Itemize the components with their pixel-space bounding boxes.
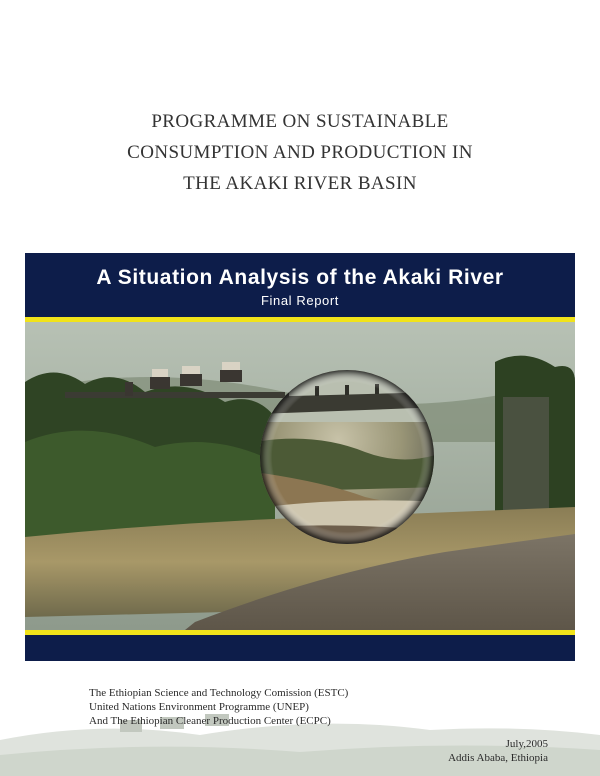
publication-info [448, 737, 548, 765]
report-title-banner [25, 253, 575, 317]
programme-title [0, 106, 600, 199]
report-subtitle: Final Report [260, 293, 339, 308]
programme-title-line-2: CONSUMPTION AND PRODUCTION IN [127, 142, 473, 163]
organizations-list [89, 686, 348, 728]
cover-photo-river [25, 322, 575, 630]
organization-unep: United Nations Environment Programme (UNEP) [89, 701, 309, 713]
report-title: A Situation Analysis of the Akaki River [96, 266, 504, 289]
programme-title-line-3: THE AKAKI RIVER BASIN [183, 173, 417, 194]
publication-place: Addis Ababa, Ethiopia [448, 752, 548, 764]
organization-ecpc: And The Ethiopian Cleaner Production Center (ECPC) [89, 715, 331, 727]
river-scene-illustration [25, 322, 575, 630]
organization-estc: The Ethiopian Science and Technology Comission (ESTC) [89, 687, 349, 699]
navy-footer-band [25, 635, 575, 661]
publication-date: July,2005 [505, 738, 548, 750]
programme-title-line-1: PROGRAMME ON SUSTAINABLE [151, 111, 449, 132]
